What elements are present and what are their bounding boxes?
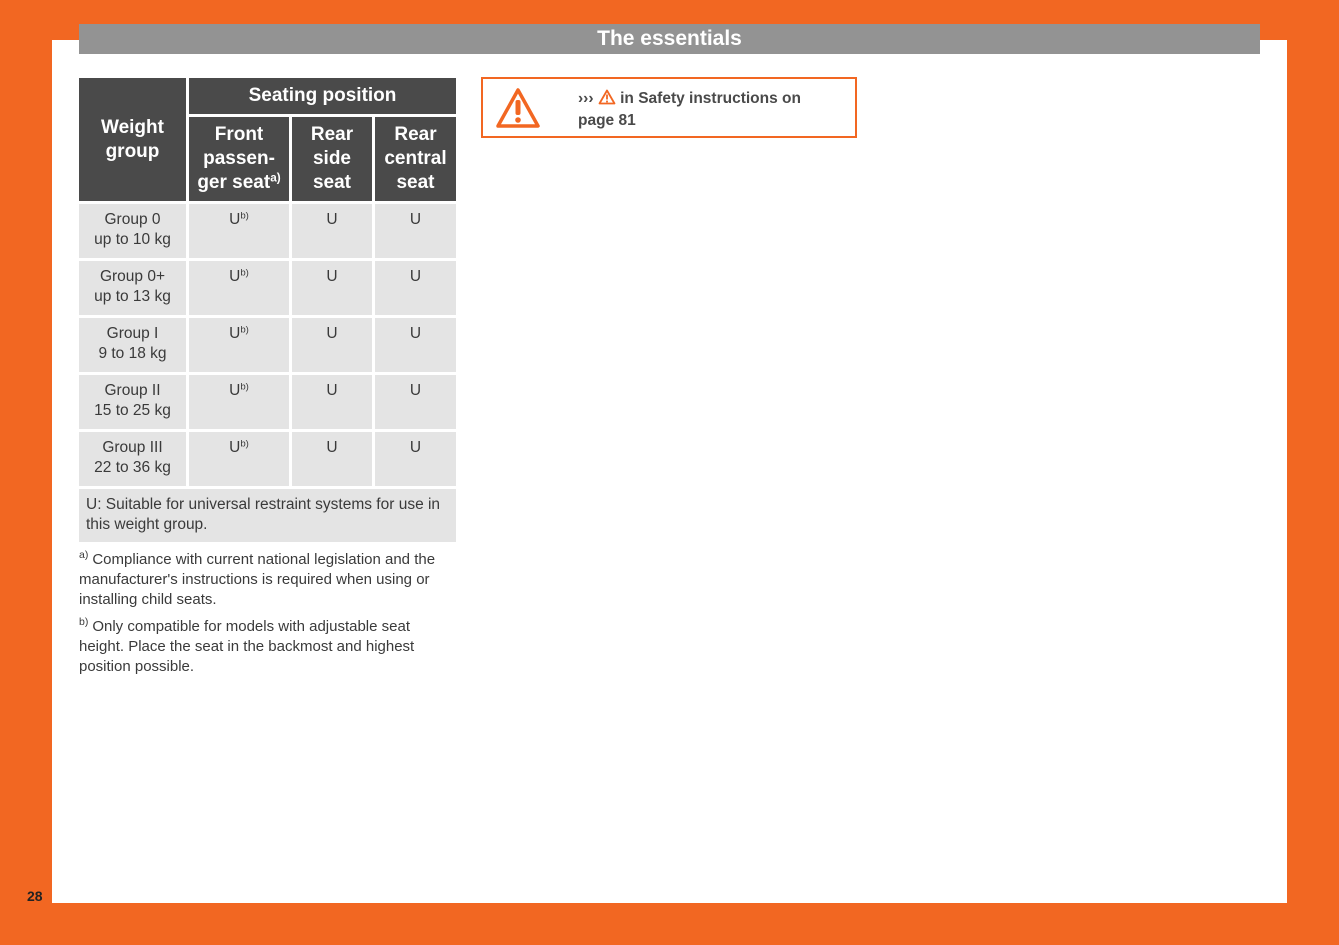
weight-group-cell: Group I 9 to 18 kg <box>79 318 186 372</box>
warning-reference[interactable] <box>578 89 838 131</box>
table-row <box>79 204 456 258</box>
rear-central-cell: U <box>375 204 456 258</box>
front-seat-cell: $U^{b)}$ <box>189 432 289 486</box>
seating-position-header: Seating position <box>189 78 456 114</box>
table-row <box>79 375 456 429</box>
column-header-rear-central: Rear central seat <box>375 117 456 201</box>
table-legend: U: Suitable for universal restraint systems for use in this weight group. <box>79 489 456 542</box>
footnote-a: $^{a)}$ Compliance with current national legislation and the manufacturer's instructions is required when using or installing child seats. <box>79 549 436 608</box>
weight-group-cell: Group II 15 to 25 kg <box>79 375 186 429</box>
rear-side-cell: U <box>292 432 372 486</box>
page-header <box>79 24 1260 54</box>
footnotes <box>79 550 455 684</box>
front-seat-cell: $U^{b)}$ <box>189 375 289 429</box>
rear-central-cell: U <box>375 375 456 429</box>
header-title: The essentials <box>597 27 742 50</box>
warning-prefix: ››› <box>578 90 594 107</box>
weight-group-header: Weight group <box>79 78 186 201</box>
child-seat-table <box>76 75 459 545</box>
table-row <box>79 318 456 372</box>
weight-group-cell: Group 0 up to 10 kg <box>79 204 186 258</box>
column-header-front: Front passen-ger seat$^{a)}$ <box>189 117 289 201</box>
warning-box <box>481 77 857 138</box>
warning-triangle-icon <box>495 87 541 134</box>
rear-side-cell: U <box>292 204 372 258</box>
front-seat-cell: $U^{b)}$ <box>189 261 289 315</box>
rear-central-cell: U <box>375 432 456 486</box>
front-seat-cell: $U^{b)}$ <box>189 318 289 372</box>
front-seat-cell: $U^{b)}$ <box>189 204 289 258</box>
table-row <box>79 432 456 486</box>
rear-central-cell: U <box>375 261 456 315</box>
rear-side-cell: U <box>292 375 372 429</box>
weight-group-cell: Group 0+ up to 13 kg <box>79 261 186 315</box>
weight-group-cell: Group III 22 to 36 kg <box>79 432 186 486</box>
rear-side-cell: U <box>292 261 372 315</box>
column-header-rear-side: Rear side seat <box>292 117 372 201</box>
table-row <box>79 261 456 315</box>
footnote-b: $^{b)}$ Only compatible for models with adjustable seat height. Place the seat in the backmost and highest position possible. <box>79 616 415 675</box>
small-warning-icon <box>598 89 616 111</box>
rear-side-cell: U <box>292 318 372 372</box>
warning-text: in Safety instructions on page 81 <box>578 90 801 129</box>
rear-central-cell: U <box>375 318 456 372</box>
page-number: 28 <box>27 888 43 904</box>
